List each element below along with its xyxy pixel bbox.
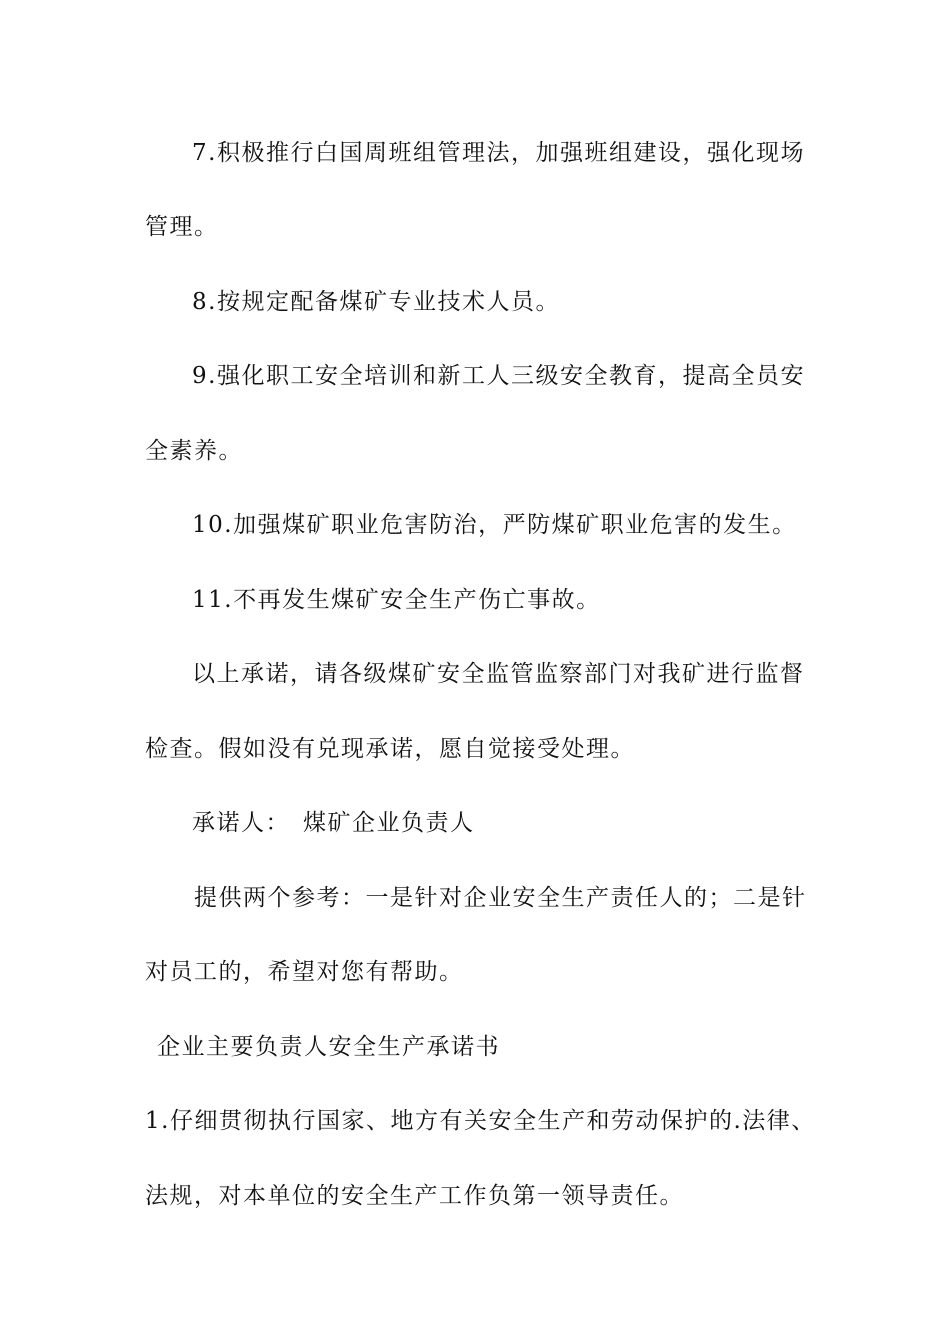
- reference-note-line-2: 对员工的，希望对您有帮助。: [145, 959, 464, 985]
- paragraph-item-10: 10.加强煤矿职业危害防治，严防煤矿职业危害的发生。: [192, 512, 797, 538]
- commitment-paragraph-line-2: 检查。假如没有兑现承诺，愿自觉接受处理。: [145, 736, 635, 762]
- section-item-1-line-2: 法规，对本单位的安全生产工作负第一领导责任。: [145, 1183, 684, 1209]
- paragraph-item-8: 8.按规定配备煤矿专业技术人员。: [192, 289, 560, 315]
- paragraph-item-9-line-2: 全素养。: [145, 438, 243, 464]
- signatory-line: 承诺人： 煤矿企业负责人: [192, 810, 475, 836]
- section-item-1-line-1: 1.仔细贯彻执行国家、地方有关安全生产和劳动保护的.法律、: [145, 1108, 816, 1134]
- section-heading: 企业主要负责人安全生产承诺书: [157, 1034, 500, 1060]
- paragraph-item-7-line-2: 管理。: [145, 214, 219, 240]
- paragraph-item-11: 11.不再发生煤矿安全生产伤亡事故。: [192, 587, 601, 613]
- commitment-paragraph-line-1: 以上承诺，请各级煤矿安全监管监察部门对我矿进行监督: [192, 661, 805, 687]
- paragraph-item-9-line-1: 9.强化职工安全培训和新工人三级安全教育，提高全员安: [192, 363, 805, 389]
- reference-note-line-1: 提供两个参考：一是针对企业安全生产责任人的；二是针: [194, 885, 807, 911]
- paragraph-item-7-line-1: 7.积极推行白国周班组管理法，加强班组建设，强化现场: [192, 140, 805, 166]
